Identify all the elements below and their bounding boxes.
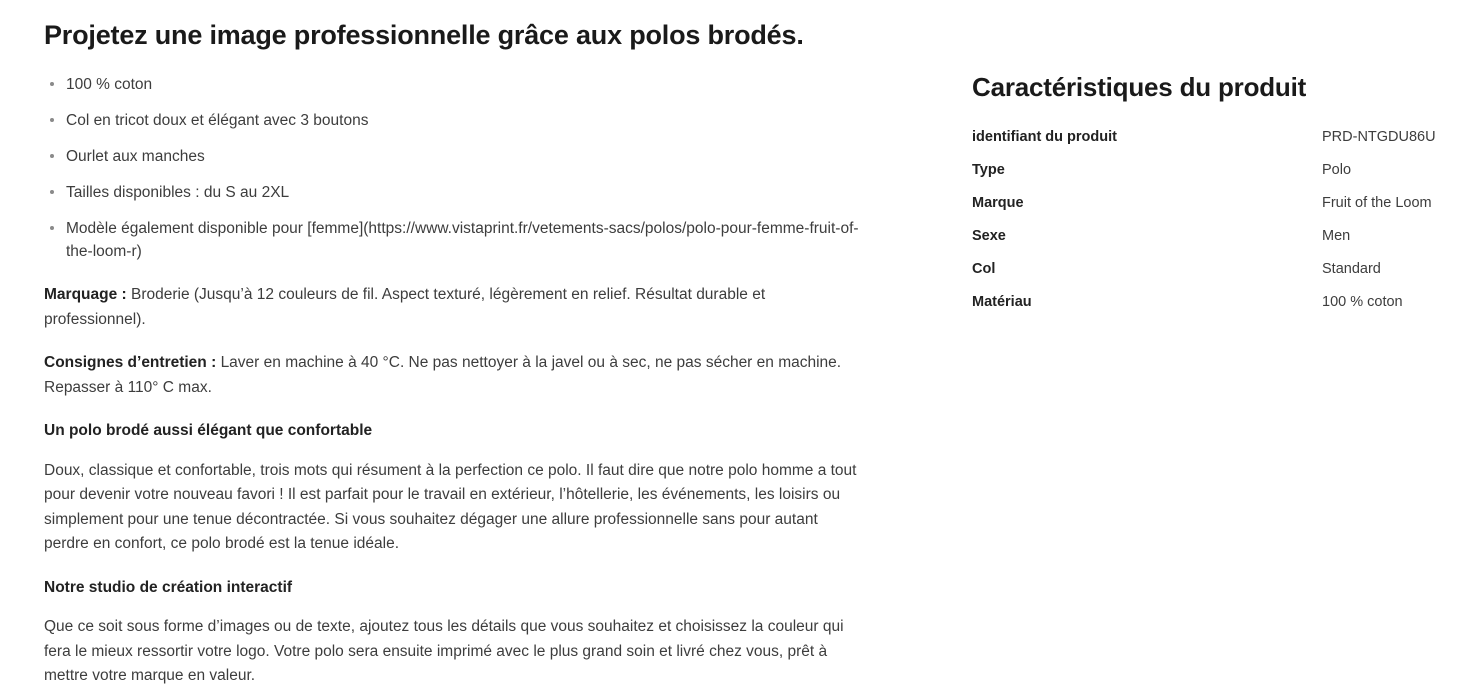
- feature-item: Ourlet aux manches: [46, 145, 860, 168]
- section-heading: Un polo brodé aussi élégant que confortable: [44, 422, 373, 440]
- spec-label: Col: [972, 261, 996, 277]
- spec-value: Men: [1322, 228, 1351, 244]
- marking-paragraph: [44, 283, 860, 332]
- care-instructions-label: Consignes d’entretien :: [44, 354, 217, 372]
- spec-value: Fruit of the Loom: [1322, 195, 1432, 211]
- description-title: Projetez une image professionnelle grâce aux polos brodés.: [44, 20, 804, 50]
- marking-label: Marquage :: [44, 286, 127, 304]
- section-heading: Notre studio de création interactif: [44, 578, 293, 596]
- spec-label: Sexe: [972, 228, 1006, 244]
- product-specs-column: [972, 0, 1438, 700]
- section-text: Que ce soit sous forme d’images ou de texte, ajoutez tous les détails que vous souhaitez et choisissez la couleur qui fera le mieux ressortir votre logo. Votre polo sera ensuite imprimé avec le plus grand soin et livré chez vous, prêt à mettre votre marque en valeur.: [44, 618, 844, 685]
- spec-value: 100 % coton: [1322, 294, 1403, 310]
- spec-row-collar: [972, 253, 1438, 286]
- marking-text: Broderie (Jusqu’à 12 couleurs de fil. Aspect texturé, légèrement en relief. Résultat durable et professionnel).: [44, 286, 766, 328]
- spec-row-product-id: [972, 121, 1438, 154]
- spec-label: identifiant du produit: [972, 129, 1117, 145]
- section-elegant-polo: [44, 419, 860, 557]
- spec-label: Matériau: [972, 294, 1032, 310]
- spec-row-brand: [972, 187, 1438, 220]
- spec-row-material: [972, 286, 1438, 319]
- specs-title: Caractéristiques du produit: [972, 72, 1307, 102]
- spec-row-type: [972, 154, 1438, 187]
- feature-item: 100 % coton: [46, 73, 860, 96]
- spec-row-gender: [972, 220, 1438, 253]
- spec-label: Type: [972, 162, 1005, 178]
- spec-value: PRD-NTGDU86U: [1322, 129, 1436, 145]
- care-instructions-paragraph: [44, 351, 860, 400]
- care-instructions-text: Laver en machine à 40 °C. Ne pas nettoyer à la javel ou à sec, ne pas sécher en machine. Repasser à 110° C max.: [44, 354, 842, 396]
- spec-label: Marque: [972, 195, 1024, 211]
- product-description-column: [44, 0, 860, 700]
- feature-item: Tailles disponibles : du S au 2XL: [46, 181, 860, 204]
- section-design-studio: [44, 576, 860, 689]
- spec-value: Polo: [1322, 162, 1352, 178]
- feature-bullet-list: [46, 73, 860, 263]
- spec-value: Standard: [1322, 261, 1381, 277]
- section-text: Doux, classique et confortable, trois mots qui résument à la perfection ce polo. Il faut dire que notre polo homme a tout pour devenir votre nouveau favori ! Il est parfait pour le travail en extérieur, l’hôtellerie, les événements, les loisirs ou simplement pour une tenue décontractée. Si vous souhaitez dégager une allure professionnelle sans pour autant perdre en confort, ce polo brodé est la tenue idéale.: [44, 461, 857, 553]
- specs-table: [972, 121, 1438, 319]
- feature-item: Col en tricot doux et élégant avec 3 boutons: [46, 109, 860, 132]
- feature-item: Modèle également disponible pour [femme](https://www.vistaprint.fr/vetements-sacs/polos/polo-pour-femme-fruit-of-the-loom-r): [46, 217, 860, 263]
